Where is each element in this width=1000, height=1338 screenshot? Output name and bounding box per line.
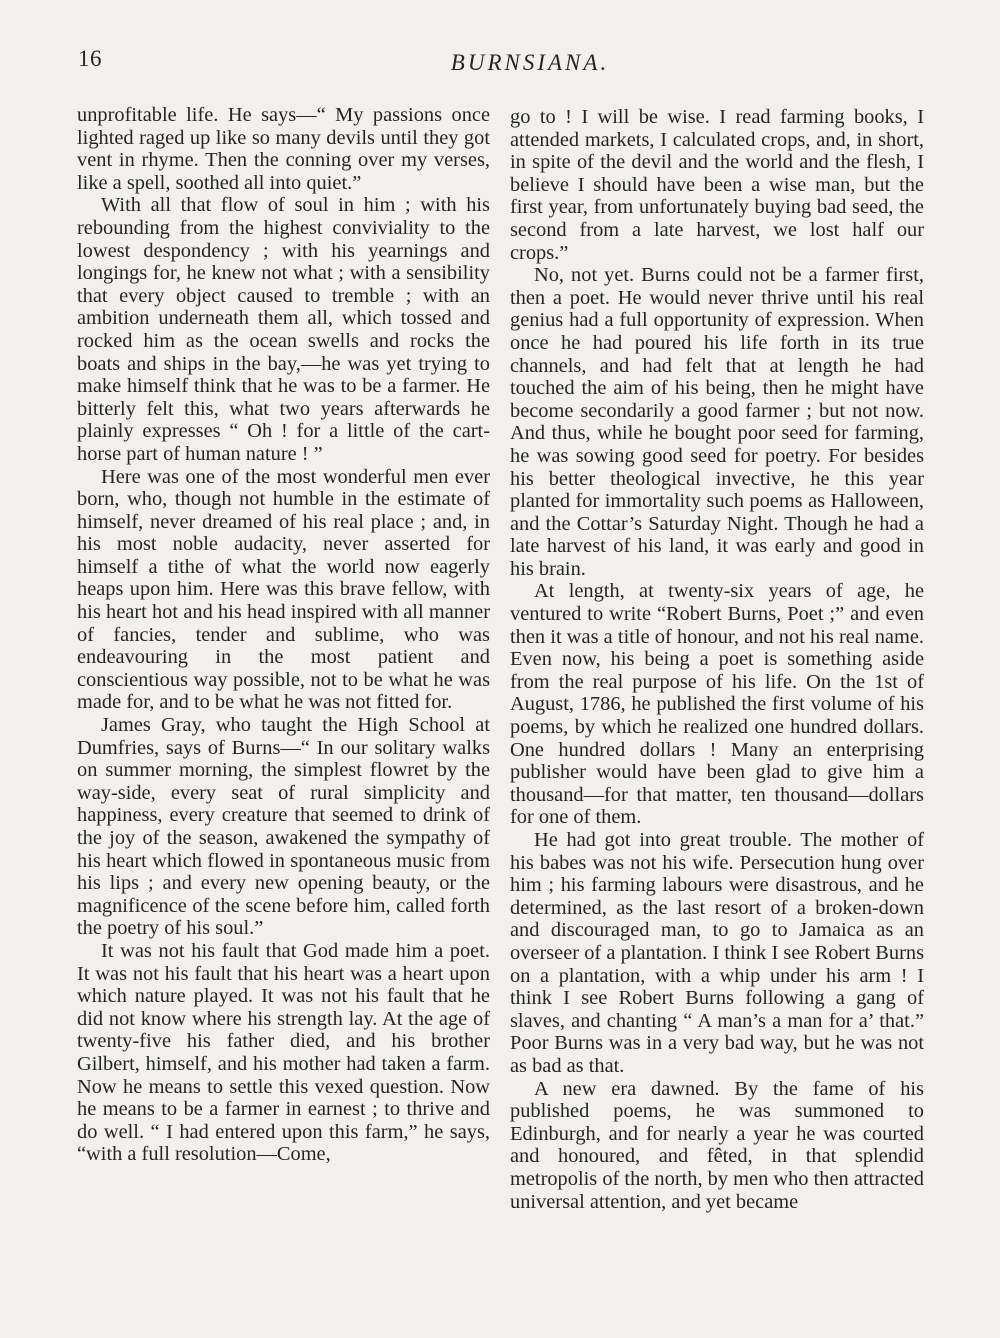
paragraph: At length, at twenty-six years of age, he ventured to write “Robert Burns, Poet ;” and even then it was a title of honour, and not his real name. Even now, his being a poet is something aside from the real purpose of his life. On the 1st of August, 1786, he published the first volume of his poems, by which he realized one hundred dollars. One hundred dollars ! Many an enterprising publisher would have been glad to give him a thousand—for that matter, ten thousand—dollars for one of them.	[510, 580, 924, 829]
paragraph: unprofitable life. He says—“ My passions once lighted raged up like so many devils until they got vent in rhyme. Then the conning over my verses, like a spell, soothed all into quiet.”	[77, 104, 490, 194]
paragraph: It was not his fault that God made him a poet. It was not his fault that his heart was a heart upon which nature played. It was not his fault that he did not know where his strength lay. At the age of twenty-five his father died, and his brother Gilbert, himself, and his mother had taken a farm. Now he means to settle this vexed question. Now he means to be a farmer in earnest ; to thrive and do well. “ I had entered upon this farm,” he says, “with a full resolution—Come,	[77, 939, 490, 1166]
left-column	[77, 104, 490, 1166]
paragraph: James Gray, who taught the High School at Dumfries, says of Burns—“ In our solitary walks on summer morning, the simplest flowret by the way-side, every seat of rural simplicity and happiness, every creature that seemed to drink of the joy of the season, awakened the sympathy of his heart which flowed in spontaneous music from his lips ; and every new opening beauty, or the magnificence of the scene before him, called forth the poetry of his soul.”	[77, 714, 490, 940]
paragraph: He had got into great trouble. The mother of his babes was not his wife. Persecution hung over him ; his farming labours were disastrous, and he determined, as the last resort of a broken-down and discouraged man, to go to Jamaica as an overseer of a plantation. I think I see Robert Burns on a plantation, with a whip under his arm ! I think I see Robert Burns following a gang of slaves, and chanting “ A man’s a man for a’ that.” Poor Burns was in a very bad way, but he was not as bad as that.	[510, 829, 924, 1077]
paragraph: A new era dawned. By the fame of his published poems, he was summoned to Edinburgh, and for nearly a year he was courted and honoured, and fêted, in that splendid metropolis of the north, by men who then attracted universal attention, and yet became	[510, 1077, 924, 1213]
paragraph: With all that flow of soul in him ; with his rebounding from the highest conviviality to the lowest despondency ; with his yearnings and longings for, he knew not what ; with a sensibility that every object caused to tremble ; with an ambition underneath them all, which tossed and rocked him as the ocean swells and rocks the boats and ships in the bay,—he was yet trying to make himself think that he was to be a farmer. He bitterly felt this, what two years afterwards he plainly expresses “ Oh ! for a little of the cart-horse part of human nature ! ”	[77, 194, 490, 465]
page-number: 16	[78, 46, 102, 71]
paragraph: go to ! I will be wise. I read farming books, I attended markets, I calculated crops, and, in short, in spite of the devil and the world and the flesh, I believe I should have been a wise man, but the first year, from unfortunately buying bad seed, the second from a late harvest, we lost half our crops.”	[510, 106, 924, 264]
running-title: BURNSIANA.	[450, 50, 610, 75]
right-column	[510, 106, 924, 1213]
paragraph: No, not yet. Burns could not be a farmer first, then a poet. He would never thrive until his real genius had a full opportunity of expression. When once he had poured his life forth in its true channels, and had felt that at length he had touched the aim of his being, then he might have become secondarily a good farmer ; but not now. And thus, while he bought poor seed for farming, he was sowing good seed for poetry. For besides his better theological invective, he this year planted for immortality such poems as Halloween, and the Cottar’s Saturday Night. Though he had a late harvest of his land, it was early and good in his brain.	[510, 264, 924, 580]
paragraph: Here was one of the most wonderful men ever born, who, though not humble in the estimate of himself, never dreamed of his real place ; and, in his most noble audacity, never asserted for himself a tithe of what the world now eagerly heaps upon him. Here was this brave fellow, with his heart hot and his head inspired with all manner of fancies, tender and sublime, who was endeavouring in the most patient and conscientious way possible, not to be what he was made for, and to be what he was not fitted for.	[77, 465, 490, 714]
